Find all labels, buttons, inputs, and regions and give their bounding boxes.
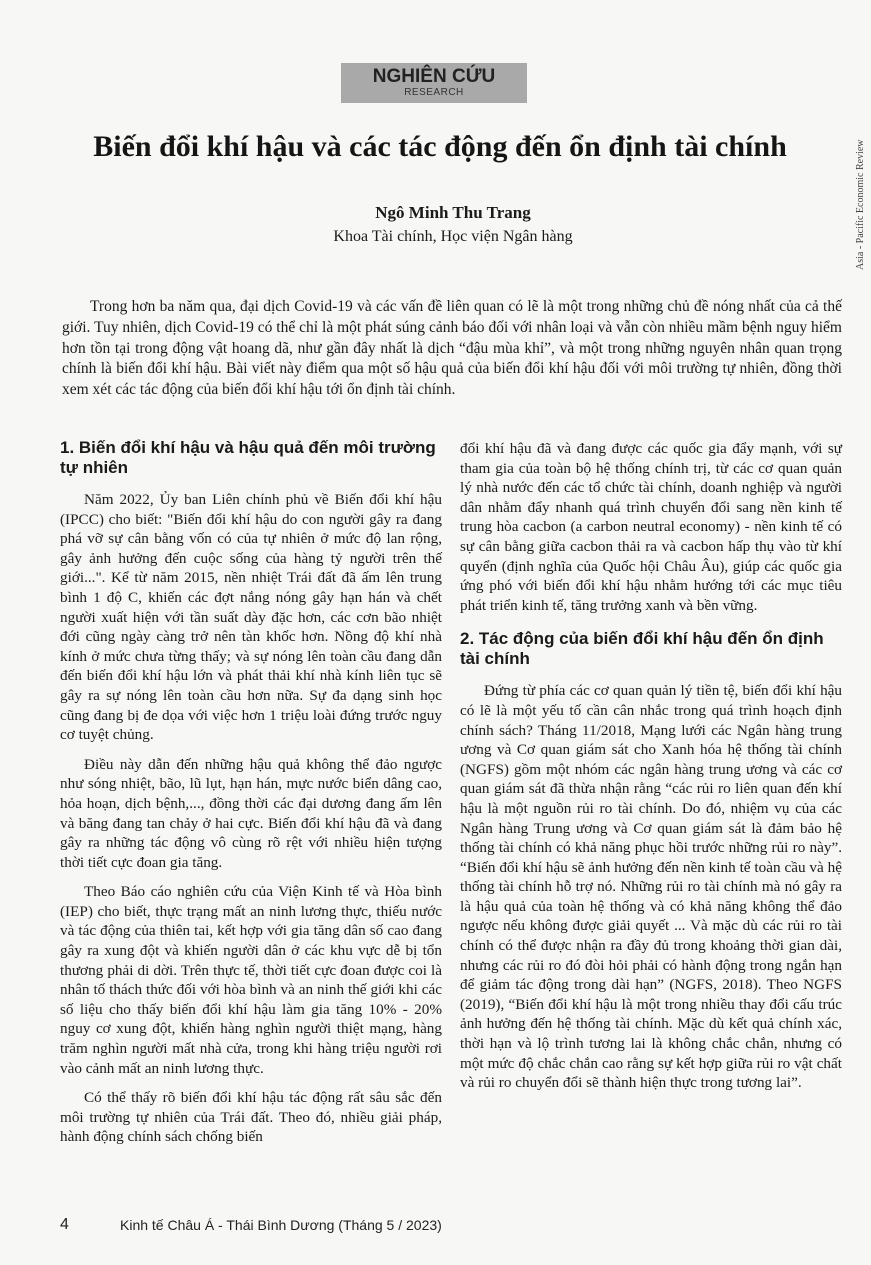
paragraph: Điều này dẫn đến những hậu quả không thể đảo ngược như sóng nhiệt, bão, lũ lụt, hạn hán, mực nước biển dâng cao, hỏa hoạn, dịch bệnh,..., đồng thời các đại dương đang ấm lên và băng đang tan chảy ở hai cực. Biến đổi khí hậu đã và đang gây ra những tác động vô cùng rõ rệt với nhiều hiện tượng thời tiết cực đoan gia tăng. xyxy=(60,755,442,871)
section-banner xyxy=(341,63,527,103)
journal-side-label: Asia - Pacific Economic Review xyxy=(855,139,866,270)
author-affiliation: Khoa Tài chính, Học viện Ngân hàng xyxy=(333,228,573,245)
left-column xyxy=(60,438,442,1157)
paragraph: đổi khí hậu đã và đang được các quốc gia đẩy mạnh, với sự tham gia của toàn bộ hệ thống chính trị, từ các cơ quan quản lý nhà nước đến các tổ chức tài chính, doanh nghiệp và người dân nhằm đẩy nhanh quá trình chuyển đổi sang nền kinh tế trung hòa cacbon (a carbon neutral economy) - nền kinh tế có sự cân bằng giữa cacbon thải ra và cacbon hấp thụ vào từ khí quyển (định nghĩa của Quốc hội Châu Âu), giúp các quốc gia ứng phó với biến đổi khí hậu nhằm hướng tới các mục tiêu phát triển kinh tế, tăng trưởng xanh và bền vững. xyxy=(460,440,842,614)
paragraph: Có thể thấy rõ biến đổi khí hậu tác động rất sâu sắc đến môi trường tự nhiên của Trái đất. Theo đó, nhiều giải pháp, hành động chính sách chống biến xyxy=(60,1089,442,1146)
author-name: Ngô Minh Thu Trang xyxy=(375,203,531,222)
page-number: 4 xyxy=(60,1216,69,1233)
paragraph: Năm 2022, Ủy ban Liên chính phủ về Biến đổi khí hậu (IPCC) cho biết: "Biến đổi khí hậu do con người gây ra đang phá vỡ sự cân bằng vốn có của tự nhiên ở mức độ lan rộng, gây ảnh hưởng đến cuộc sống của hàng tỷ người trên thế giới...". Kể từ năm 2015, nền nhiệt Trái đất đã ấm lên trung bình 1 độ C, khiến các đợt nắng nóng gây hạn hán và chết người xuất hiện với tần suất dày đặc hơn, các cơn bão nhiệt đới cũng ngày càng trở nên tàn khốc hơn. Nồng độ khí nhà kính ở mức chưa từng thấy; và sự nóng lên toàn cầu đang dẫn đến biến đổi khí hậu lớn và phát thải khí nhà kính liên tục sẽ gây ra sự nóng lên toàn cầu hơn nữa. Sự đa dạng sinh học cũng đang bị đe dọa với việc hơn 1 triệu loài đứng trước nguy cơ tuyệt chủng. xyxy=(60,491,442,744)
section-title: NGHIÊN CỨU xyxy=(372,66,496,87)
abstract: Trong hơn ba năm qua, đại dịch Covid-19 và các vấn đề liên quan có lẽ là một trong những chủ đề nóng nhất của cả thế giới. Tuy nhiên, dịch Covid-19 có thể chỉ là một phát súng cảnh báo đối với nhân loại và vẫn còn nhiều mầm bệnh nguy hiểm hơn tồn tại trong động vật hoang dã, như gần đây nhất là dịch “đậu mùa khỉ”, và một trong những nguyên nhân quan trọng chính là biến đổi khí hậu. Bài viết này điểm qua một số hậu quả của biến đổi khí hậu đối với môi trường tự nhiên, đồng thời xem xét các tác động của biến đổi khí hậu tới ổn định tài chính. xyxy=(62,298,842,399)
paragraph: Theo Báo cáo nghiên cứu của Viện Kinh tế và Hòa bình (IEP) cho biết, thực trạng mất an ninh lương thực, thiếu nước và tác động của thiên tai, kết hợp với gia tăng dân số cao đang gây ra xung đột và khiến người dân ở các khu vực dễ bị tổn thương phải di dời. Trên thực tế, thời tiết cực đoan được coi là nhân tố thách thức đối với hòa bình và an ninh thế giới khi các số liệu cho thấy biến đổi khí hậu làm gia tăng 10% - 20% nguy cơ xung đột, khiến hàng nghìn người thiệt mạng, hàng trăm nghìn người mất nhà cửa, trong khi hàng triệu người rơi vào cảnh mất an ninh lương thực. xyxy=(60,883,442,1077)
paragraph: Đứng từ phía các cơ quan quản lý tiền tệ, biến đổi khí hậu có lẽ là một yếu tố cần cân nhắc trong quá trình hoạch định chính sách? Tháng 11/2018, Mạng lưới các Ngân hàng trung ương và Cơ quan giám sát cho Xanh hóa hệ thống tài chính (NGFS) gồm một nhóm các ngân hàng trung ương và các cơ quan giám sát đã thừa nhận rằng “các rủi ro liên quan đến khí hậu là một nguồn rủi ro tài chính. Do đó, nhiệm vụ của các Ngân hàng Trung ương và Cơ quan giám sát là đảm bảo hệ thống tài chính có khả năng phục hồi trước những rủi ro này”. “Biến đổi khí hậu sẽ ảnh hưởng đến nền kinh tế toàn cầu và hệ thống tài chính hỗ trợ nó. Những rủi ro tài chính mà nó gây ra là hậu quả của toàn hệ thống và có khả năng không thể đảo ngược nếu không được giải quyết ... Và mặc dù các rủi ro tài chính có thể được nhận ra đầy đủ trong khoảng thời gian dài, nhưng các rủi ro đó đòi hỏi phải có hành động trong ngắn hạn để giảm tác động trong dài hạn” (NGFS, 2018). Theo NGFS (2019), “Biến đổi khí hậu là một trong nhiều thay đổi cấu trúc ảnh hưởng đến hệ thống tài chính. Mặc dù kết quả chính xác, thời hạn và lộ trình tương lai là không chắc chắn, nhưng có một mức độ chắc chắn cao rằng sự kết hợp giữa rủi ro vật chất và rủi ro chuyển đổi sẽ thành hiện thực trong tương lai”. xyxy=(460,682,842,1092)
section-subtitle: RESEARCH xyxy=(404,87,464,98)
right-column xyxy=(460,439,842,1103)
article-title: Biến đổi khí hậu và các tác động đến ổn định tài chính xyxy=(93,130,787,163)
section1-heading: 1. Biến đổi khí hậu và hậu quả đến môi trường tự nhiên xyxy=(60,438,436,477)
journal-name: Kinh tế Châu Á - Thái Bình Dương (Tháng 5 / 2023) xyxy=(120,1217,442,1233)
section2-heading: 2. Tác động của biến đổi khí hậu đến ổn định tài chính xyxy=(460,629,824,669)
